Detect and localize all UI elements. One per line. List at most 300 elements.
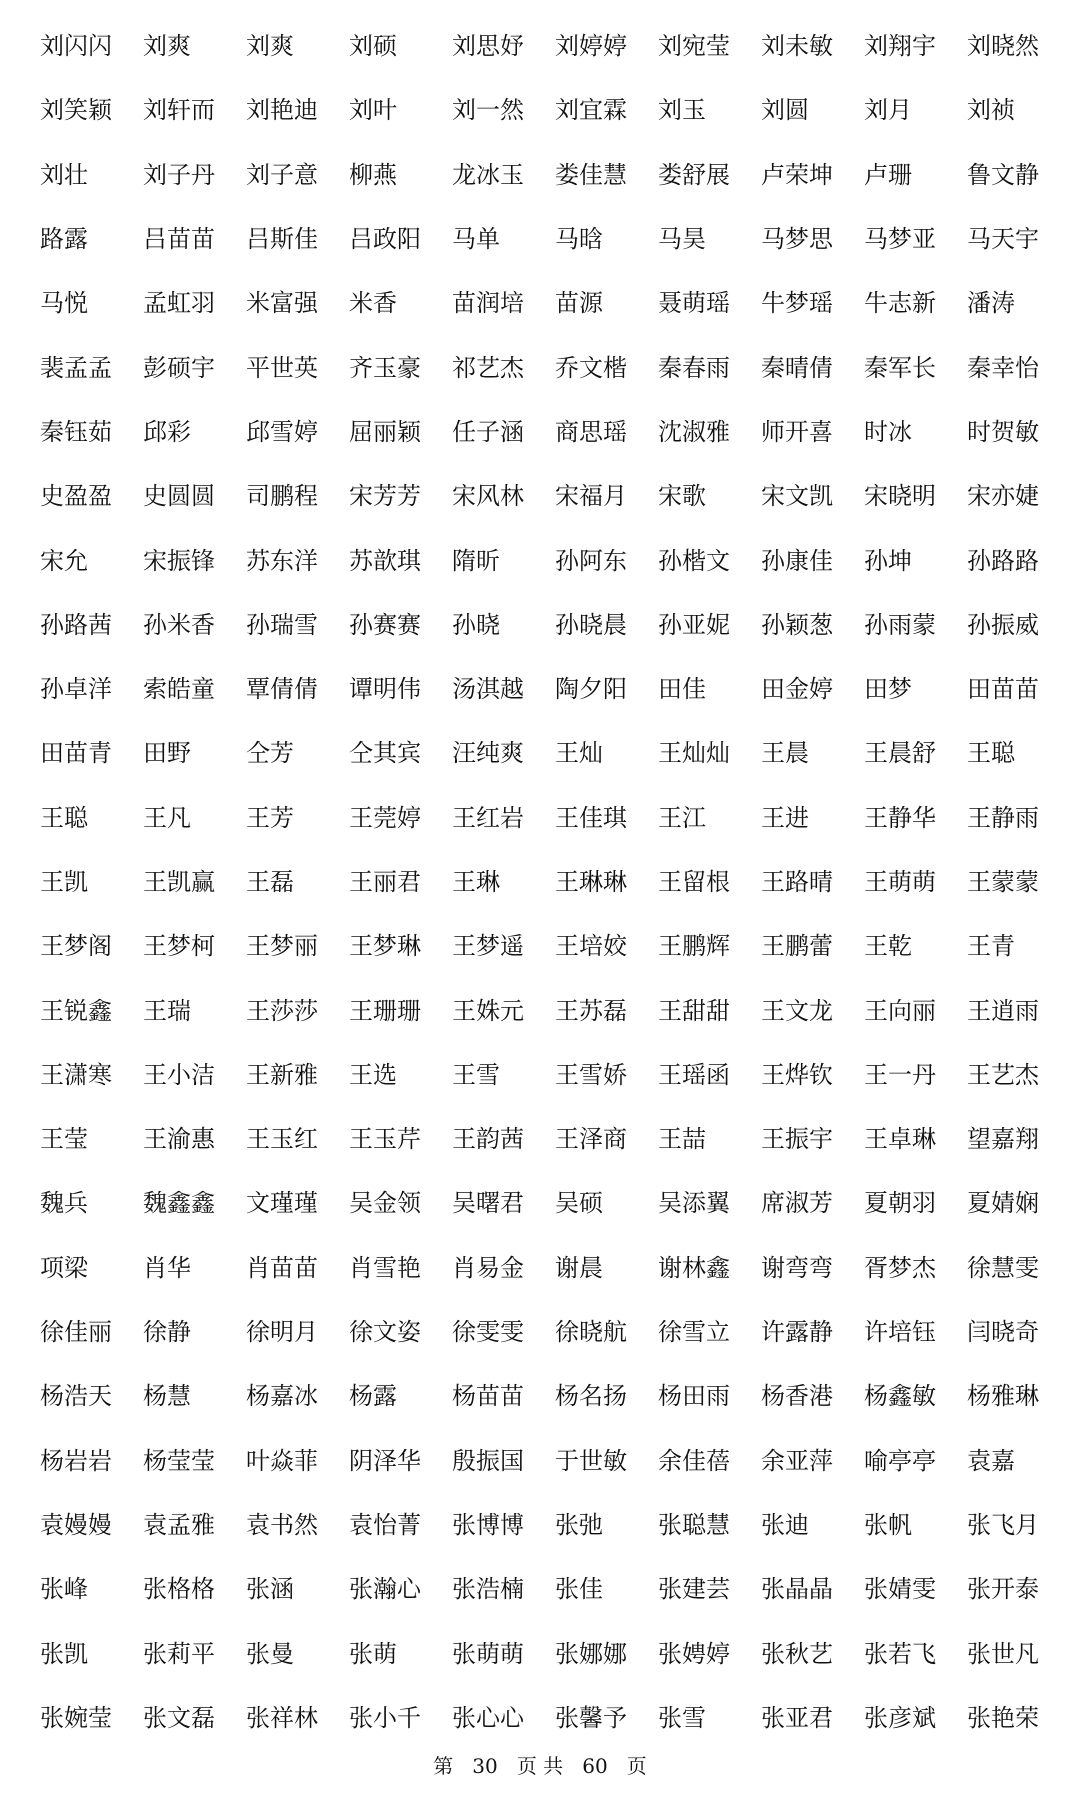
name-entry: 王晨舒: [864, 739, 936, 768]
name-entry: 张晶晶: [761, 1575, 833, 1604]
name-row: [40, 1557, 1050, 1621]
footer-suffix: 页: [626, 1754, 647, 1778]
name-entry: 吕政阳: [349, 225, 421, 254]
name-entry: 孟虹羽: [143, 289, 215, 318]
name-entry: 田野: [143, 739, 191, 768]
name-entry: 时冰: [864, 417, 912, 446]
name-entry: 刘轩而: [143, 96, 215, 125]
name-row: [40, 1493, 1050, 1557]
name-entry: 王逍雨: [967, 996, 1039, 1025]
name-entry: 牛梦瑶: [761, 289, 833, 318]
name-entry: 王文龙: [761, 996, 833, 1025]
name-entry: 祁艺杰: [452, 353, 524, 382]
name-entry: 张帆: [864, 1510, 912, 1539]
name-entry: 孙坤: [864, 546, 912, 575]
name-entry: 王凯: [40, 868, 88, 896]
name-entry: 邱雪婷: [246, 417, 318, 446]
name-row: [40, 1107, 1050, 1171]
name-entry: 王振宇: [761, 1125, 833, 1154]
name-row: [40, 1300, 1050, 1364]
name-entry: 王进: [761, 803, 809, 832]
name-entry: 王喆: [658, 1125, 706, 1154]
name-row: [40, 14, 1050, 78]
name-entry: 王江: [658, 803, 706, 832]
name-entry: 张若飞: [864, 1639, 936, 1668]
name-entry: 牛志新: [864, 289, 936, 318]
name-entry: 苏东洋: [246, 546, 318, 575]
name-entry: 张博博: [452, 1510, 524, 1539]
name-entry: 徐慧雯: [967, 1253, 1039, 1282]
name-row: [40, 786, 1050, 850]
name-entry: 王磊: [246, 868, 294, 896]
name-entry: 王梦遥: [452, 932, 524, 961]
name-entry: 王玉芹: [349, 1125, 421, 1154]
name-entry: 张萌: [349, 1639, 397, 1668]
name-entry: 王鹏蕾: [761, 932, 833, 961]
name-entry: 王潇寒: [40, 1060, 112, 1089]
name-entry: 袁书然: [246, 1510, 318, 1539]
name-entry: 王静华: [864, 803, 936, 832]
name-entry: 汤淇越: [452, 675, 524, 704]
name-entry: 田佳: [658, 675, 706, 704]
name-entry: 汪纯爽: [452, 739, 524, 768]
name-entry: 马梦思: [761, 225, 833, 254]
name-entry: 谢晨: [555, 1253, 603, 1282]
name-entry: 王萌萌: [864, 868, 936, 896]
name-entry: 刘艳迪: [246, 96, 318, 125]
name-entry: 谢弯弯: [761, 1253, 833, 1282]
name-entry: 任子涵: [452, 417, 524, 446]
name-entry: 王泽商: [555, 1125, 627, 1154]
name-entry: 张聪慧: [658, 1510, 730, 1539]
name-entry: 张凯: [40, 1639, 88, 1668]
name-entry: 刘翔宇: [864, 32, 936, 61]
name-entry: 喻亭亭: [864, 1446, 936, 1475]
name-entry: 袁孟雅: [143, 1510, 215, 1539]
name-entry: 孙晓晨: [555, 610, 627, 639]
name-entry: 仝芳: [246, 739, 294, 768]
name-entry: 张瀚心: [349, 1575, 421, 1604]
name-entry: 宋风林: [452, 482, 524, 511]
name-entry: 马天宇: [967, 225, 1039, 254]
name-entry: 乔文楷: [555, 353, 627, 382]
name-entry: 秦晴倩: [761, 353, 833, 382]
name-entry: 夏朝羽: [864, 1189, 936, 1218]
name-entry: 王雪娇: [555, 1060, 627, 1089]
name-entry: 沈淑雅: [658, 417, 730, 446]
name-entry: 刘宜霖: [555, 96, 627, 125]
name-entry: 王晨: [761, 739, 809, 768]
name-entry: 柳燕: [349, 160, 397, 189]
name-entry: 刘月: [864, 96, 912, 125]
name-entry: 秦军长: [864, 353, 936, 382]
name-list-grid: [40, 14, 1050, 1750]
name-entry: 徐文姿: [349, 1318, 421, 1347]
name-entry: 时贺敏: [967, 417, 1039, 446]
name-entry: 司鹏程: [246, 482, 318, 511]
name-entry: 吴添翼: [658, 1189, 730, 1218]
name-row: [40, 1171, 1050, 1235]
name-entry: 孙阿东: [555, 546, 627, 575]
name-entry: 刘子意: [246, 160, 318, 189]
name-entry: 肖易金: [452, 1253, 524, 1282]
name-entry: 刘宛莹: [658, 32, 730, 61]
name-entry: 王莞婷: [349, 803, 421, 832]
name-entry: 王凯赢: [143, 868, 215, 896]
name-entry: 张佳: [555, 1575, 603, 1604]
name-entry: 张峰: [40, 1575, 88, 1604]
name-entry: 张浩楠: [452, 1575, 524, 1604]
name-entry: 徐雪立: [658, 1318, 730, 1347]
name-entry: 孙米香: [143, 610, 215, 639]
name-entry: 田苗青: [40, 739, 112, 768]
name-entry: 刘婷婷: [555, 32, 627, 61]
name-entry: 刘爽: [246, 32, 294, 61]
name-entry: 王灿灿: [658, 739, 730, 768]
name-entry: 吕斯佳: [246, 225, 318, 254]
name-entry: 秦钰茹: [40, 417, 112, 446]
name-entry: 覃倩倩: [246, 675, 318, 704]
name-entry: 张飞月: [967, 1510, 1039, 1539]
name-entry: 刘圆: [761, 96, 809, 125]
name-entry: 孙卓洋: [40, 675, 112, 704]
name-entry: 杨苗苗: [452, 1382, 524, 1411]
name-entry: 张开泰: [967, 1575, 1039, 1604]
name-entry: 杨雅琳: [967, 1382, 1039, 1411]
name-entry: 张馨予: [555, 1703, 627, 1732]
name-entry: 孙振威: [967, 610, 1039, 639]
name-entry: 孙晓: [452, 610, 500, 639]
name-entry: 王莎莎: [246, 996, 318, 1025]
name-entry: 王艺杰: [967, 1060, 1039, 1089]
name-entry: 马昊: [658, 225, 706, 254]
name-entry: 吴曙君: [452, 1189, 524, 1218]
name-entry: 杨岩岩: [40, 1446, 112, 1475]
name-entry: 仝其宾: [349, 739, 421, 768]
name-row: [40, 528, 1050, 592]
name-entry: 王雪: [452, 1060, 500, 1089]
name-entry: 鲁文静: [967, 160, 1039, 189]
name-row: [40, 1686, 1050, 1750]
name-entry: 文瑾瑾: [246, 1189, 318, 1218]
name-entry: 孙楷文: [658, 546, 730, 575]
name-row: [40, 1364, 1050, 1428]
name-entry: 张萌萌: [452, 1639, 524, 1668]
name-entry: 潘涛: [967, 289, 1015, 318]
name-entry: 王静雨: [967, 803, 1039, 832]
name-entry: 肖雪艳: [349, 1253, 421, 1282]
name-entry: 马单: [452, 225, 500, 254]
name-entry: 王聪: [40, 803, 88, 832]
name-entry: 王一丹: [864, 1060, 936, 1089]
name-entry: 刘子丹: [143, 160, 215, 189]
name-entry: 张婉莹: [40, 1703, 112, 1732]
name-entry: 张心心: [452, 1703, 524, 1732]
name-entry: 王瑶函: [658, 1060, 730, 1089]
name-row: [40, 335, 1050, 399]
name-entry: 娄舒展: [658, 160, 730, 189]
name-entry: 杨浩天: [40, 1382, 112, 1411]
name-entry: 史圆圆: [143, 482, 215, 511]
name-entry: 张秋艺: [761, 1639, 833, 1668]
name-entry: 王琳: [452, 868, 500, 896]
name-entry: 田苗苗: [967, 675, 1039, 704]
name-entry: 马悦: [40, 289, 88, 318]
name-entry: 袁嫚嫚: [40, 1510, 112, 1539]
name-entry: 孙瑞雪: [246, 610, 318, 639]
name-entry: 王卓琳: [864, 1125, 936, 1154]
name-entry: 王甜甜: [658, 996, 730, 1025]
name-entry: 徐静: [143, 1318, 191, 1347]
name-entry: 秦幸怡: [967, 353, 1039, 382]
name-entry: 张婧雯: [864, 1575, 936, 1604]
name-entry: 史盈盈: [40, 482, 112, 511]
name-entry: 王选: [349, 1060, 397, 1089]
name-entry: 宋歌: [658, 482, 706, 511]
name-entry: 娄佳慧: [555, 160, 627, 189]
name-entry: 王珊珊: [349, 996, 421, 1025]
name-row: [40, 400, 1050, 464]
name-entry: 刘思妤: [452, 32, 524, 61]
name-entry: 望嘉翔: [967, 1125, 1039, 1154]
name-entry: 王聪: [967, 739, 1015, 768]
name-entry: 龙冰玉: [452, 160, 524, 189]
name-entry: 王丽君: [349, 868, 421, 896]
name-entry: 王向丽: [864, 996, 936, 1025]
name-entry: 于世敏: [555, 1446, 627, 1475]
name-entry: 徐晓航: [555, 1318, 627, 1347]
name-entry: 秦春雨: [658, 353, 730, 382]
page-footer: [0, 1753, 1080, 1779]
name-entry: 隋昕: [452, 546, 500, 575]
name-entry: 裴孟孟: [40, 353, 112, 382]
name-entry: 刘祯: [967, 96, 1015, 125]
name-entry: 王培姣: [555, 932, 627, 961]
name-entry: 吕苗苗: [143, 225, 215, 254]
name-entry: 宋芳芳: [349, 482, 421, 511]
name-entry: 阴泽华: [349, 1446, 421, 1475]
name-entry: 刘壮: [40, 160, 88, 189]
name-entry: 苗润培: [452, 289, 524, 318]
name-entry: 孙赛赛: [349, 610, 421, 639]
name-entry: 余佳蓓: [658, 1446, 730, 1475]
name-entry: 肖苗苗: [246, 1253, 318, 1282]
name-entry: 杨莹莹: [143, 1446, 215, 1475]
name-entry: 田金婷: [761, 675, 833, 704]
name-entry: 苏歆琪: [349, 546, 421, 575]
name-entry: 平世英: [246, 353, 318, 382]
name-entry: 张曼: [246, 1639, 294, 1668]
name-entry: 马晗: [555, 225, 603, 254]
name-entry: 闫晓奇: [967, 1318, 1039, 1347]
name-entry: 宋文凯: [761, 482, 833, 511]
name-entry: 肖华: [143, 1253, 191, 1282]
name-entry: 王鹏辉: [658, 932, 730, 961]
name-entry: 谢林鑫: [658, 1253, 730, 1282]
name-entry: 王苏磊: [555, 996, 627, 1025]
name-entry: 王烨钦: [761, 1060, 833, 1089]
name-entry: 袁怡菁: [349, 1510, 421, 1539]
name-entry: 徐明月: [246, 1318, 318, 1347]
name-entry: 杨鑫敏: [864, 1382, 936, 1411]
name-entry: 米香: [349, 289, 397, 318]
name-entry: 余亚萍: [761, 1446, 833, 1475]
name-entry: 王乾: [864, 932, 912, 961]
name-entry: 王灿: [555, 739, 603, 768]
name-entry: 屈丽颖: [349, 417, 421, 446]
name-entry: 张迪: [761, 1510, 809, 1539]
name-entry: 席淑芳: [761, 1189, 833, 1218]
name-entry: 张祥林: [246, 1703, 318, 1732]
name-entry: 张格格: [143, 1575, 215, 1604]
name-entry: 王芳: [246, 803, 294, 832]
name-entry: 许露静: [761, 1318, 833, 1347]
name-entry: 卢珊: [864, 160, 912, 189]
name-entry: 卢荣坤: [761, 160, 833, 189]
name-entry: 魏鑫鑫: [143, 1189, 215, 1218]
name-row: [40, 721, 1050, 785]
name-entry: 孙雨蒙: [864, 610, 936, 639]
name-entry: 谭明伟: [349, 675, 421, 704]
name-entry: 王凡: [143, 803, 191, 832]
name-entry: 王瑞: [143, 996, 191, 1025]
name-entry: 马梦亚: [864, 225, 936, 254]
name-entry: 孙路路: [967, 546, 1039, 575]
name-entry: 王梦阁: [40, 932, 112, 961]
name-entry: 刘玉: [658, 96, 706, 125]
name-entry: 吴硕: [555, 1189, 603, 1218]
name-entry: 宋振锋: [143, 546, 215, 575]
name-entry: 王琳琳: [555, 868, 627, 896]
name-entry: 杨香港: [761, 1382, 833, 1411]
footer-middle: 页 共: [516, 1754, 564, 1778]
name-entry: 刘爽: [143, 32, 191, 61]
name-entry: 孙康佳: [761, 546, 833, 575]
name-entry: 杨嘉冰: [246, 1382, 318, 1411]
current-page-number: 30: [472, 1754, 498, 1778]
name-entry: 张艳荣: [967, 1703, 1039, 1732]
name-entry: 王梦柯: [143, 932, 215, 961]
name-row: [40, 1236, 1050, 1300]
name-entry: 张世凡: [967, 1639, 1039, 1668]
name-entry: 项梁: [40, 1253, 88, 1282]
name-entry: 师开喜: [761, 417, 833, 446]
name-row: [40, 143, 1050, 207]
name-entry: 宋福月: [555, 482, 627, 511]
name-entry: 夏婧娴: [967, 1189, 1039, 1218]
name-entry: 路露: [40, 225, 88, 254]
name-row: [40, 978, 1050, 1042]
name-entry: 王小洁: [143, 1060, 215, 1089]
name-entry: 刘叶: [349, 96, 397, 125]
name-entry: 刘硕: [349, 32, 397, 61]
name-entry: 张亚君: [761, 1703, 833, 1732]
name-entry: 王莹: [40, 1125, 88, 1154]
name-entry: 王蒙蒙: [967, 868, 1039, 896]
name-row: [40, 464, 1050, 528]
name-entry: 王新雅: [246, 1060, 318, 1089]
name-entry: 聂萌瑶: [658, 289, 730, 318]
name-entry: 索皓童: [143, 675, 215, 704]
name-entry: 杨名扬: [555, 1382, 627, 1411]
name-entry: 孙路茜: [40, 610, 112, 639]
name-entry: 王锐鑫: [40, 996, 112, 1025]
name-row: [40, 207, 1050, 271]
name-entry: 王佳琪: [555, 803, 627, 832]
name-entry: 徐雯雯: [452, 1318, 524, 1347]
name-row: [40, 1043, 1050, 1107]
name-entry: 刘闪闪: [40, 32, 112, 61]
name-entry: 宋晓明: [864, 482, 936, 511]
name-row: [40, 271, 1050, 335]
name-entry: 吴金领: [349, 1189, 421, 1218]
name-entry: 张莉平: [143, 1639, 215, 1668]
name-entry: 殷振国: [452, 1446, 524, 1475]
name-entry: 胥梦杰: [864, 1253, 936, 1282]
name-entry: 苗源: [555, 289, 603, 318]
name-entry: 杨露: [349, 1382, 397, 1411]
name-entry: 王梦琳: [349, 932, 421, 961]
name-entry: 刘笑颖: [40, 96, 112, 125]
name-entry: 田梦: [864, 675, 912, 704]
name-entry: 张雪: [658, 1703, 706, 1732]
name-entry: 彭硕宇: [143, 353, 215, 382]
name-entry: 米富强: [246, 289, 318, 318]
name-entry: 齐玉豪: [349, 353, 421, 382]
name-entry: 宋允: [40, 546, 88, 575]
name-entry: 刘未敏: [761, 32, 833, 61]
name-entry: 邱彩: [143, 417, 191, 446]
name-entry: 张弛: [555, 1510, 603, 1539]
name-entry: 商思瑶: [555, 417, 627, 446]
name-row: [40, 78, 1050, 142]
name-entry: 叶焱菲: [246, 1446, 318, 1475]
name-entry: 徐佳丽: [40, 1318, 112, 1347]
name-entry: 魏兵: [40, 1189, 88, 1218]
name-entry: 王韵茜: [452, 1125, 524, 1154]
name-entry: 孙颖葱: [761, 610, 833, 639]
name-entry: 张彦斌: [864, 1703, 936, 1732]
name-row: [40, 593, 1050, 657]
name-entry: 张涵: [246, 1575, 294, 1604]
name-entry: 王渝惠: [143, 1125, 215, 1154]
name-entry: 张娜娜: [555, 1639, 627, 1668]
name-entry: 宋亦婕: [967, 482, 1039, 511]
name-entry: 刘晓然: [967, 32, 1039, 61]
name-entry: 杨慧: [143, 1382, 191, 1411]
name-entry: 王留根: [658, 868, 730, 896]
name-entry: 王红岩: [452, 803, 524, 832]
name-entry: 张文磊: [143, 1703, 215, 1732]
name-entry: 袁嘉: [967, 1446, 1015, 1475]
name-row: [40, 1621, 1050, 1685]
name-entry: 王路晴: [761, 868, 833, 896]
name-entry: 张娉婷: [658, 1639, 730, 1668]
name-row: [40, 850, 1050, 914]
name-entry: 王青: [967, 932, 1015, 961]
name-entry: 王姝元: [452, 996, 524, 1025]
name-row: [40, 657, 1050, 721]
name-entry: 陶夕阳: [555, 675, 627, 704]
name-entry: 张建芸: [658, 1575, 730, 1604]
name-entry: 张小千: [349, 1703, 421, 1732]
name-row: [40, 1429, 1050, 1493]
name-entry: 孙亚妮: [658, 610, 730, 639]
total-page-count: 60: [582, 1754, 608, 1778]
name-entry: 刘一然: [452, 96, 524, 125]
name-entry: 王梦丽: [246, 932, 318, 961]
name-entry: 杨田雨: [658, 1382, 730, 1411]
